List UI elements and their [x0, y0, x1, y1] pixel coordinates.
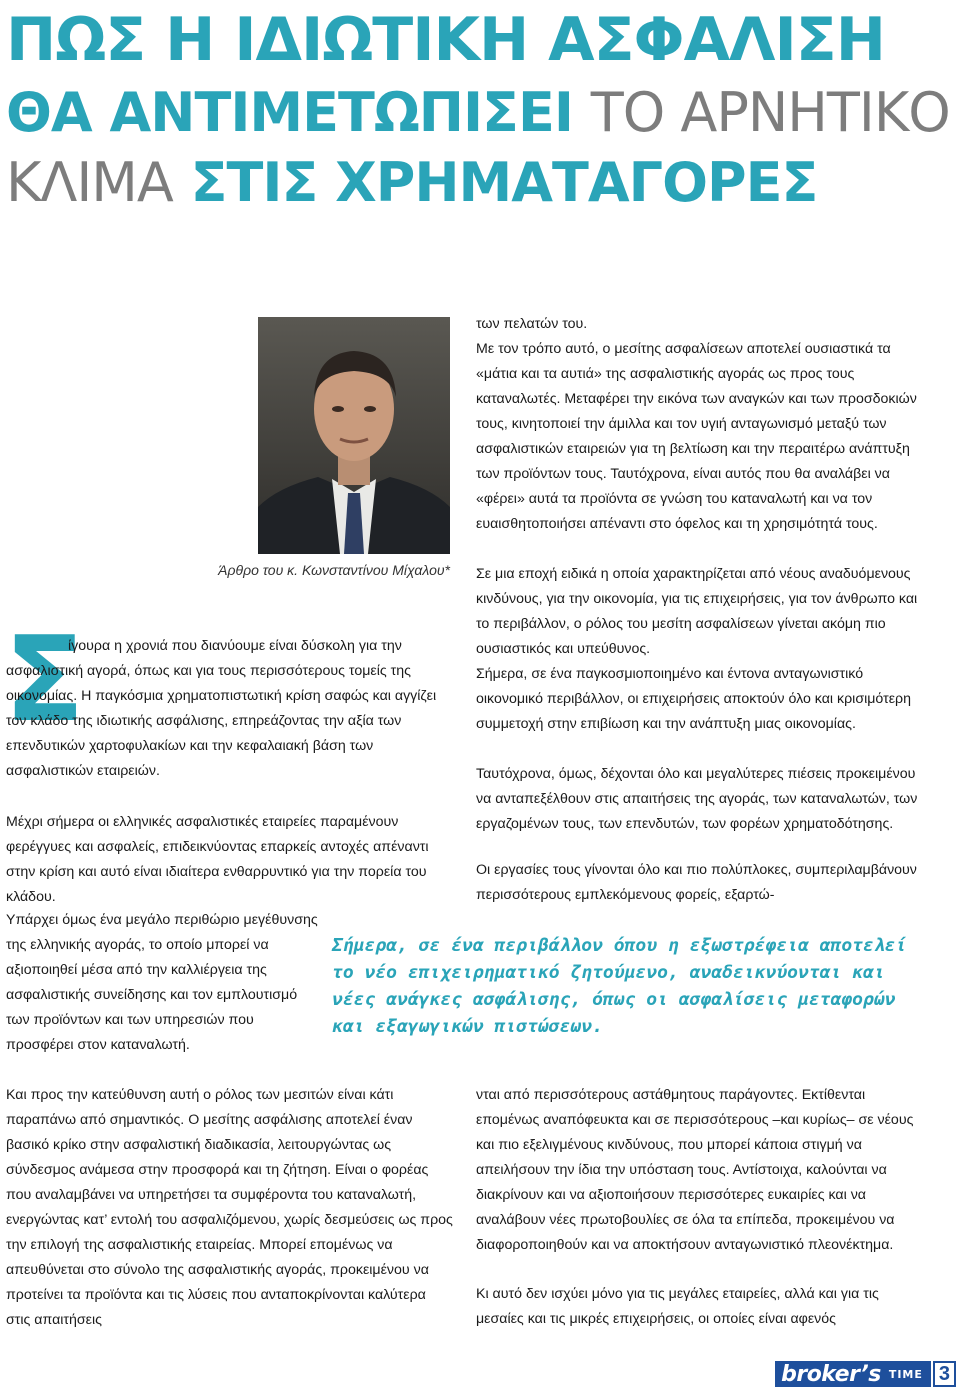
headline	[6, 0, 956, 218]
brand-logo	[775, 1361, 931, 1387]
headline-line-3	[6, 148, 956, 218]
right-paragraph-4: Σήμερα, σε ένα παγκοσμιοποιημένο και έντονα ανταγωνιστικό οικονομικό περιβάλλον, οι επιχειρήσεις αποκτούν όλο και κρισιμότερη συμμετοχή στην επιβίωση και την ανάπτυξη μιας οικονομίας.	[476, 666, 911, 732]
dropcap: Σ	[4, 610, 85, 748]
right-paragraph-6: Οι εργασίες τους γίνονται όλο και πιο πολύπλοκες, συμπεριλαμβάνουν περισσότερους εμπλεκόμενους φορείς, εξαρτώ-	[476, 862, 917, 903]
page-number: 3	[933, 1361, 956, 1387]
pull-quote: Σήμερα, σε ένα περιβάλλον όπου η εξωστρέφεια αποτελεί το νέο επιχειρηματικό ζητούμενο, αναδεικνύονται και νέες ανάγκες ασφάλισης, όπως οι ασφαλίσεις μεταφορών και εξαγωγικών πιστώσεων.	[332, 935, 907, 1037]
headline-line-3-rest: ΚΛΙΜΑ	[6, 151, 173, 214]
author-photo	[258, 317, 450, 554]
brand-suffix: TIME	[888, 1367, 923, 1381]
headline-line-2-rest: ΤΟ ΑΡΝΗΤΙΚΟ	[590, 81, 950, 144]
right-paragraph-7: νται από περισσότερους αστάθμητους παράγοντες. Εκτίθενται επομένως αναπόφευκτα και σε περισσότερους –και κυρίως– σε νέους και πιο εξελιγμένους κινδύνους, που μπορεί κάποια στιγμή να απειλήσουν την ίδια την υπόσταση τους. Αντίστοιχα, καλούνται να διακρίνουν και να αξιοποιήσουν περισσότερες ευκαιρίες και να αναλάβουν νέες πρωτοβουλίες σε όλα τα επίπεδα, προκειμένου να διαφοροποιηθούν και να αποκτήσουν ανταγωνιστικό πλεονέκτημα.	[476, 1087, 914, 1253]
byline: Άρθρο του κ. Κωνσταντίνου Μίχαλου*	[218, 562, 450, 578]
headline-line-2-accent: ΘΑ ΑΝΤΙΜΕΤΩΠΙΣΕΙ	[6, 81, 573, 144]
right-paragraph-8: Κι αυτό δεν ισχύει μόνο για τις μεγάλες εταιρείες, αλλά και για τις μεσαίες και τις μικρές επιχειρήσεις, οι οποίες είναι αφενός	[476, 1286, 879, 1327]
right-paragraph-3: Σε μια εποχή ειδικά η οποία χαρακτηρίζεται από νέους αναδυόμενους κινδύνους, για την οικονομία, για τις επιχειρήσεις, για τον άνθρωπο και το περιβάλλον, ο ρόλος του μεσίτη ασφαλίσεων γίνεται ακόμη πιο ουσιαστικός και υπεύθυνος.	[476, 566, 918, 657]
left-paragraph-3: Υπάρχει όμως ένα μεγάλο περιθώριο μεγέθυνσης της ελληνικής αγοράς, το οποίο μπορεί να αξιοποιηθεί μέσα από την καλλιέργεια της ασφαλιστικής συνείδησης και τον εμπλουτισμό των προϊόντων και των υπηρεσιών που προσφέρει στον καταναλωτή.	[6, 912, 318, 1053]
intro-paragraph: ίγουρα η χρονιά που διανύουμε είναι δύσκολη για την ασφαλιστική αγορά, όπως και για τους περισσότερους τομείς της οικονομίας. Η παγκόσμια χρηματοπιστωτική κρίση σαφώς και αγγίζει τον κλάδο της ιδιωτικής ασφάλισης, επηρεάζοντας την αξία των επενδυτικών χαρτοφυλακίων και την κεφαλαιακή βάση των ασφαλιστικών εταιρειών.	[6, 638, 437, 779]
right-paragraph-2: Με τον τρόπο αυτό, ο μεσίτης ασφαλίσεων αποτελεί ουσιαστικά τα «μάτια και τα αυτιά» της ασφαλιστικής αγοράς ως προς τους καταναλωτές. Μεταφέρει την εικόνα των αναγκών και των προσδοκιών τους, κινητοποιεί την άμιλλα και τον υγιή ανταγωνισμό μεταξύ των ασφαλιστικών εταιρειών για τη βελτίωση και την περαιτέρω ανάπτυξη των προϊόντων τους. Ταυτόχρονα, είναι αυτός που θα αναλάβει να «φέρει» αυτά τα προϊόντα σε γνώση του καταναλωτή και να τον ευαισθητοποιήσει απέναντι στο όφελος και τη χρησιμότητά τους.	[476, 341, 917, 532]
headline-line-1: ΠΩΣ Η ΙΔΙΩΤΙΚΗ ΑΣΦΑΛΙΣΗ	[6, 5, 885, 75]
footer-logo	[775, 1361, 956, 1387]
left-paragraph-4: Και προς την κατεύθυνση αυτή ο ρόλος των μεσιτών είναι κάτι παραπάνω από σημαντικός. Ο μεσίτης ασφάλισης αποτελεί έναν βασικό κρίκο στην ασφαλιστική διαδικασία, λειτουργώντας ως σύνδεσμος ανάμεσα στην προσφορά και τη ζήτηση. Είναι ο φορέας που αναλαμβάνει να υπηρετήσει τα συμφέροντα του καταναλωτή, ενεργώντας κατ’ εντολή του ασφαλιζόμενου, χωρίς δεσμεύσεις ως προς την επιλογή της ασφαλιστικής εταιρείας. Μπορεί επομένως να απευθύνεται στο σύνολο της ασφαλιστικής αγοράς, προκειμένου να προτείνει τα προϊόντα και τις λύσεις που ανταποκρίνονται καλύτερα στις απαιτήσεις	[6, 1087, 453, 1328]
left-paragraph-2: Μέχρι σήμερα οι ελληνικές ασφαλιστικές εταιρείες παραμένουν φερέγγυες και ασφαλείς, επιδεικνύοντας επαρκείς αντοχές απέναντι στην κρίση και αυτό είναι ιδιαίτερα ενθαρρυντικό για την πορεία του κλάδου.	[6, 814, 429, 905]
headline-line-3-accent: ΣΤΙΣ ΧΡΗΜΑΤΑΓΟΡΕΣ	[190, 151, 818, 214]
right-paragraph-5: Ταυτόχρονα, όμως, δέχονται όλο και μεγαλύτερες πιέσεις προκειμένου να ανταπεξέλθουν στις απαιτήσεις της αγοράς, των καταναλωτών, των εργαζομένων τους, των επενδυτών, των φορέων χρηματοδότησης.	[476, 766, 918, 832]
headline-line-2	[6, 78, 956, 148]
right-paragraph-1: των πελατών του.	[476, 316, 588, 332]
author-portrait-image	[258, 317, 450, 554]
brand-name: broker’s	[781, 1361, 881, 1387]
